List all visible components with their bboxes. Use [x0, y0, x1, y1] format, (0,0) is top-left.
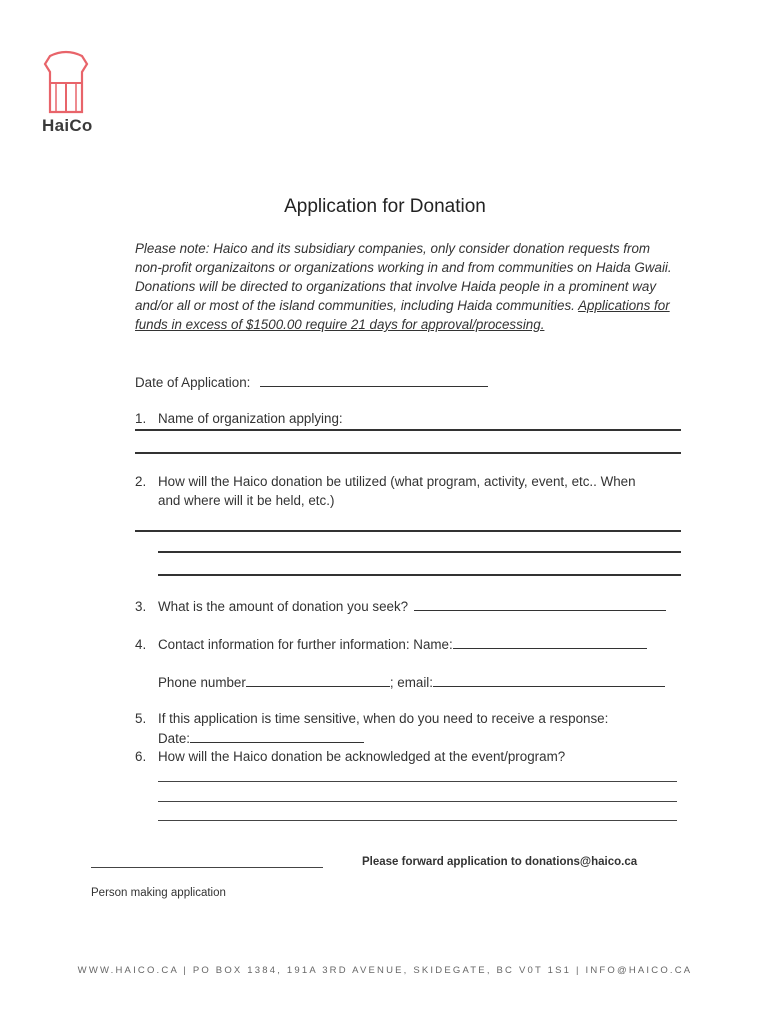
person-label: Person making application: [91, 887, 226, 899]
question-number: 1.: [135, 411, 147, 426]
footer-address: WWW.HAICO.CA | PO BOX 1384, 191A 3RD AVENUE, SKIDEGATE, BC V0T 1S1 | INFO@HAICO.CA: [77, 965, 693, 976]
question-3: [135, 598, 666, 614]
note-underlined: Applications for funds in excess of $1500.00 require 21 days for approval/processing.: [135, 298, 670, 332]
acknowledgement-field-line-2[interactable]: [158, 801, 677, 802]
utilization-field-line-1[interactable]: [135, 530, 681, 532]
acknowledgement-field-line-1[interactable]: [158, 781, 677, 782]
question-5-text: If this application is time sensitive, when do you need to receive a response:: [158, 711, 609, 726]
question-number: 3.: [135, 599, 147, 614]
question-2: [135, 474, 636, 489]
question-number: 4.: [135, 637, 147, 652]
note-text: Please note: Haico and its subsidiary companies, only consider donation requests from non-profit organizaitons or organizations working in and from communities on Haida Gwaii. Donations will be directed to organizations that involve Haida people in a prominent way and/or all or most of the island communities, including Haida communities.: [135, 241, 672, 313]
question-1: [135, 411, 343, 426]
date-field[interactable]: [260, 374, 488, 387]
response-date-field[interactable]: [190, 730, 364, 743]
question-3-text: What is the amount of donation you seek?: [158, 599, 409, 614]
phone-email-row: [158, 674, 665, 690]
utilization-field-line-2[interactable]: [158, 551, 681, 553]
question-2-text-line1: How will the Haico donation be utilized (what program, activity, event, etc.. When: [158, 474, 636, 489]
signature-field[interactable]: [91, 867, 323, 868]
date-row: [135, 374, 488, 390]
question-number: 6.: [135, 749, 147, 764]
question-1-text: Name of organization applying:: [158, 411, 343, 426]
question-2-text-line2: and where will it be held, etc.): [158, 493, 335, 508]
question-4: [135, 636, 647, 652]
note-paragraph: [135, 239, 675, 334]
page-title: Application for Donation: [284, 196, 486, 217]
question-6-text: How will the Haico donation be acknowledged at the event/program?: [158, 749, 566, 764]
organization-field-line-2[interactable]: [135, 452, 681, 454]
utilization-field-line-3[interactable]: [158, 574, 681, 576]
logo-text: HaiCo: [42, 116, 93, 135]
email-field[interactable]: [433, 674, 665, 687]
response-date-row: [158, 730, 364, 746]
forward-instructions: Please forward application to donations@haico.ca: [362, 856, 638, 868]
question-6: [135, 749, 565, 764]
contact-name-field[interactable]: [453, 636, 647, 649]
haico-logo: [42, 50, 90, 116]
organization-field-line-1[interactable]: [135, 429, 681, 431]
email-label: ; email:: [389, 675, 434, 690]
phone-field[interactable]: [246, 674, 390, 687]
date-label: Date of Application:: [135, 375, 251, 390]
phone-label: Phone number: [158, 675, 246, 690]
question-4-text: Contact information for further information: Name:: [158, 637, 453, 652]
question-number: 5.: [135, 711, 147, 726]
acknowledgement-field-line-3[interactable]: [158, 820, 677, 821]
amount-field[interactable]: [414, 598, 666, 611]
question-5: [135, 711, 608, 726]
question-number: 2.: [135, 474, 147, 489]
response-date-label: Date:: [158, 731, 191, 746]
